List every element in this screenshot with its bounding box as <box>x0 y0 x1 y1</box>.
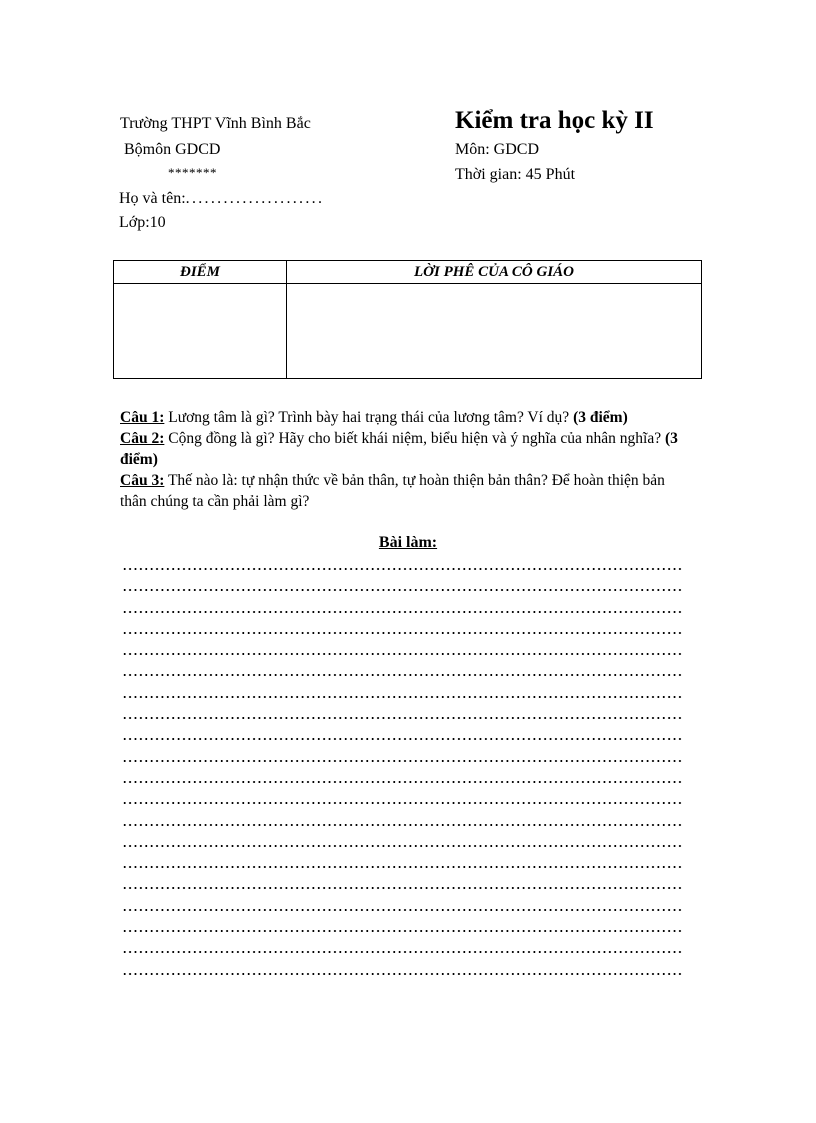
question-item <box>120 428 680 470</box>
answer-line[interactable] <box>122 684 682 705</box>
question-label: Câu 1: <box>120 409 165 426</box>
student-name-field[interactable] <box>119 190 324 208</box>
exam-subject: Môn: GDCD <box>455 141 540 158</box>
exam-title: Kiểm tra học kỳ II <box>455 107 654 134</box>
grade-table <box>113 260 702 379</box>
question-text: Lương tâm là gì? Trình bày hai trạng thái của lương tâm? Ví dụ? <box>164 409 574 426</box>
name-blank: ...................... <box>185 190 325 207</box>
answer-line[interactable] <box>122 939 682 960</box>
question-text: Cộng đồng là gì? Hãy cho biết khái niệm, biểu hiện và ý nghĩa của nhân nghĩa? <box>164 430 665 447</box>
question-points: (3 điểm) <box>120 430 678 468</box>
answer-lines[interactable] <box>122 556 682 982</box>
class-label: Lớp:10 <box>119 214 166 231</box>
answer-line[interactable] <box>122 556 682 577</box>
name-label: Họ và tên: <box>119 190 186 207</box>
answer-line[interactable] <box>122 812 682 833</box>
answer-line[interactable] <box>122 897 682 918</box>
question-points: (3 điểm) <box>573 409 628 426</box>
answer-line[interactable] <box>122 577 682 598</box>
score-cell[interactable] <box>114 284 286 378</box>
answer-line[interactable] <box>122 961 682 982</box>
answer-line[interactable] <box>122 705 682 726</box>
department-name: Bộmôn GDCD <box>124 141 221 158</box>
answer-line[interactable] <box>122 790 682 811</box>
answer-line[interactable] <box>122 833 682 854</box>
answer-line[interactable] <box>122 599 682 620</box>
answer-line[interactable] <box>122 769 682 790</box>
decorative-stars: ******* <box>168 165 217 180</box>
answer-title-text: Bài làm: <box>378 534 438 551</box>
question-label: Câu 3: <box>120 472 165 489</box>
question-list <box>120 407 680 512</box>
exam-duration: Thời gian: 45 Phút <box>455 166 576 183</box>
answer-line[interactable] <box>122 875 682 896</box>
answer-line[interactable] <box>122 662 682 683</box>
answer-line[interactable] <box>122 641 682 662</box>
question-label: Câu 2: <box>120 430 165 447</box>
question-item <box>120 470 680 512</box>
answer-line[interactable] <box>122 854 682 875</box>
comment-column-header: LỜI PHÊ CỦA CÔ GIÁO <box>413 264 575 280</box>
comment-cell[interactable] <box>287 284 701 378</box>
question-text: Thế nào là: tự nhận thức về bản thân, tự hoàn thiện bản thân? Để hoàn thiện bản thân chúng ta cần phải làm gì? <box>120 472 665 510</box>
score-column-header: ĐIỂM <box>179 264 220 280</box>
answer-line[interactable] <box>122 620 682 641</box>
school-name: Trường THPT Vĩnh Bình Bắc <box>120 115 311 132</box>
answer-line[interactable] <box>122 726 682 747</box>
answer-section-title <box>0 534 816 552</box>
answer-line[interactable] <box>122 918 682 939</box>
question-item <box>120 407 680 428</box>
answer-line[interactable] <box>122 748 682 769</box>
